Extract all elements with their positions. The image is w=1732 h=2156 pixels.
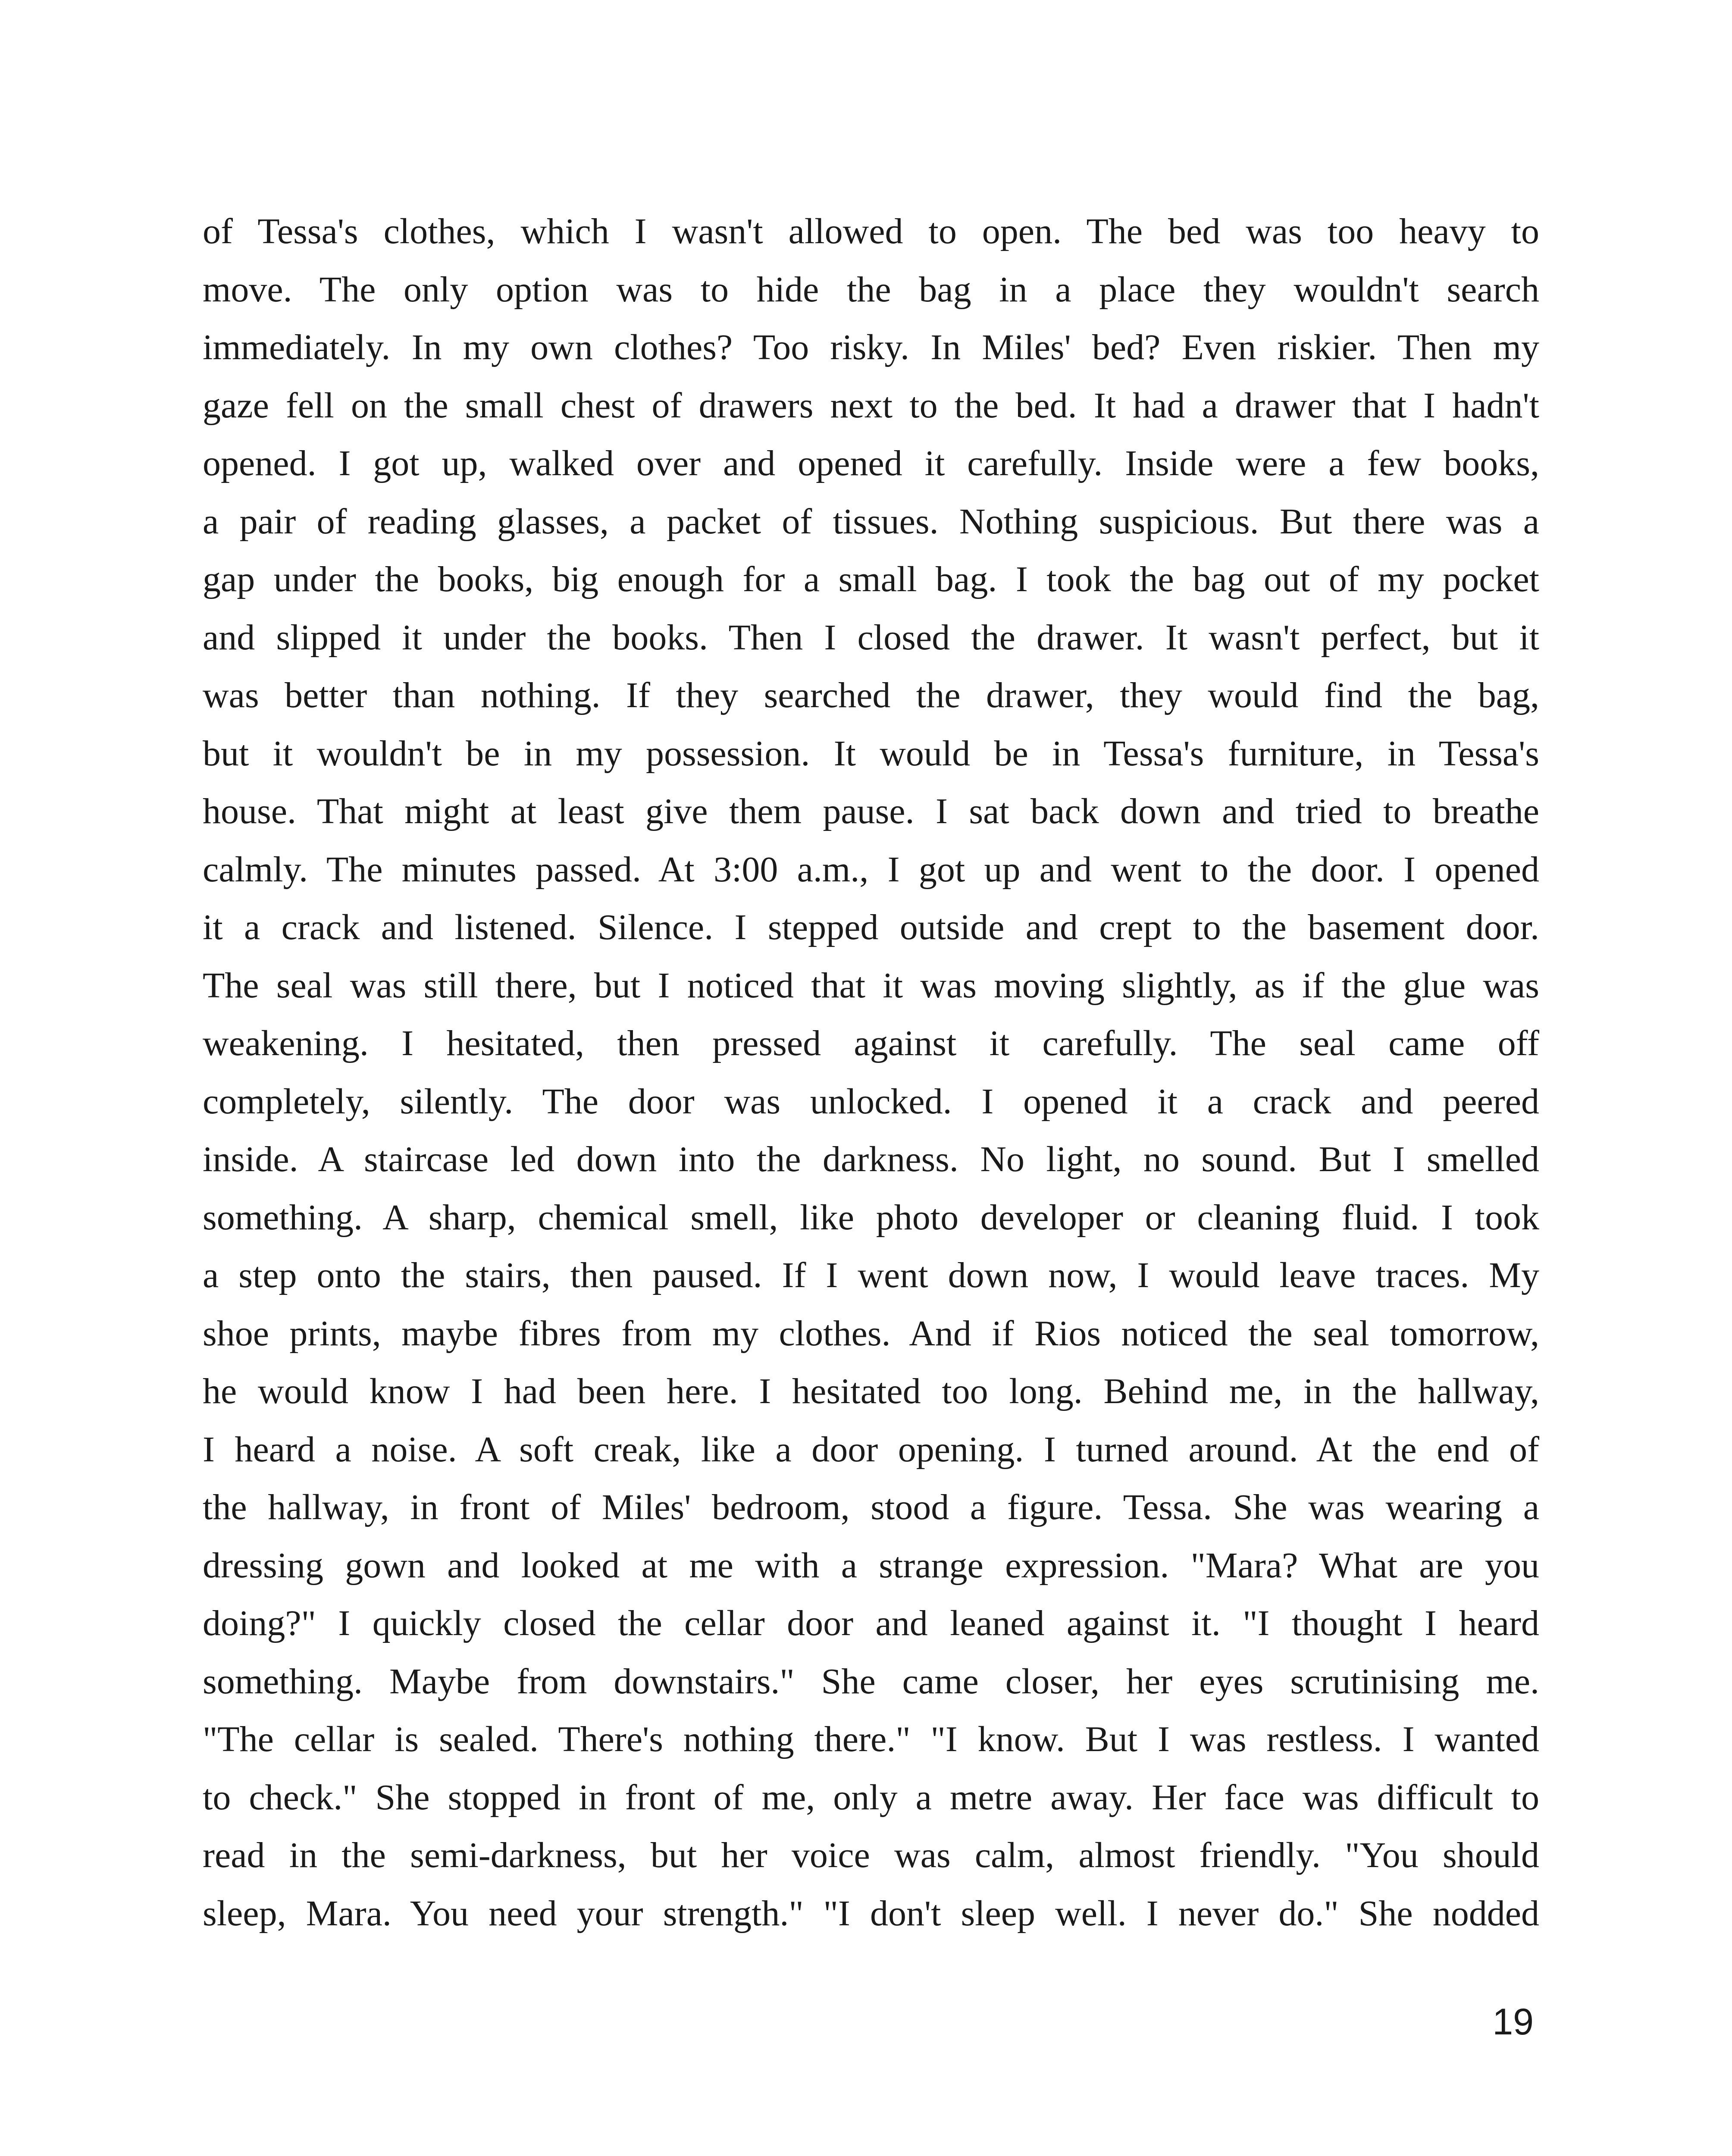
text-line: it a crack and listened. Silence. I stepped outside and crept to the basement door. bbox=[203, 907, 1539, 947]
text-line: I heard a noise. A soft creak, like a door opening. I turned around. At the end of bbox=[203, 1429, 1539, 1470]
text-line: of Tessa's clothes, which I wasn't allowed to open. The bed was too heavy to bbox=[203, 211, 1539, 251]
text-line: house. That might at least give them pause. I sat back down and tried to breathe bbox=[203, 791, 1539, 831]
text-line: the hallway, in front of Miles' bedroom, stood a figure. Tessa. She was wearing a bbox=[203, 1487, 1539, 1527]
text-line: completely, silently. The door was unlocked. I opened it a crack and peered bbox=[203, 1081, 1539, 1122]
text-line: gap under the books, big enough for a small bag. I took the bag out of my pocket bbox=[203, 559, 1539, 599]
text-line: doing?" I quickly closed the cellar door and leaned against it. "I thought I heard bbox=[203, 1603, 1539, 1643]
text-line: something. Maybe from downstairs." She came closer, her eyes scrutinising me. bbox=[203, 1661, 1539, 1702]
text-line: shoe prints, maybe fibres from my clothes. And if Rios noticed the seal tomorrow, bbox=[203, 1313, 1539, 1354]
text-line: opened. I got up, walked over and opened it carefully. Inside were a few books, bbox=[203, 443, 1539, 483]
text-line: move. The only option was to hide the bag in a place they wouldn't search bbox=[203, 269, 1539, 310]
text-line: inside. A staircase led down into the darkness. No light, no sound. But I smelled bbox=[203, 1139, 1539, 1179]
text-line: something. A sharp, chemical smell, like photo developer or cleaning fluid. I took bbox=[203, 1197, 1539, 1238]
page-number: 19 bbox=[1492, 2001, 1534, 2043]
text-line: sleep, Mara. You need your strength." "I don't sleep well. I never do." She nodded bbox=[203, 1893, 1539, 1934]
text-line: calmly. The minutes passed. At 3:00 a.m., I got up and went to the door. I opened bbox=[203, 849, 1539, 890]
text-line: weakening. I hesitated, then pressed against it carefully. The seal came off bbox=[203, 1023, 1539, 1063]
text-line: but it wouldn't be in my possession. It would be in Tessa's furniture, in Tessa's bbox=[203, 733, 1539, 774]
text-line: dressing gown and looked at me with a strange expression. "Mara? What are you bbox=[203, 1545, 1539, 1586]
text-line: The seal was still there, but I noticed that it was moving slightly, as if the glue was bbox=[203, 965, 1539, 1006]
text-line: read in the semi-darkness, but her voice was calm, almost friendly. "You should bbox=[203, 1835, 1539, 1875]
text-line: a pair of reading glasses, a packet of tissues. Nothing suspicious. But there was a bbox=[203, 501, 1539, 542]
text-line: gaze fell on the small chest of drawers next to the bed. It had a drawer that I hadn't bbox=[203, 385, 1539, 426]
text-line: immediately. In my own clothes? Too risky. In Miles' bed? Even riskier. Then my bbox=[203, 327, 1539, 367]
text-line: was better than nothing. If they searched the drawer, they would find the bag, bbox=[203, 675, 1539, 715]
text-line: "The cellar is sealed. There's nothing there." "I know. But I was restless. I wanted bbox=[203, 1719, 1539, 1759]
text-line: a step onto the stairs, then paused. If I went down now, I would leave traces. My bbox=[203, 1255, 1539, 1295]
text-line: to check." She stopped in front of me, only a metre away. Her face was difficult to bbox=[203, 1777, 1539, 1818]
text-line: he would know I had been here. I hesitated too long. Behind me, in the hallway, bbox=[203, 1371, 1539, 1411]
body-text bbox=[203, 203, 1539, 1943]
text-line: and slipped it under the books. Then I closed the drawer. It wasn't perfect, but it bbox=[203, 617, 1539, 658]
